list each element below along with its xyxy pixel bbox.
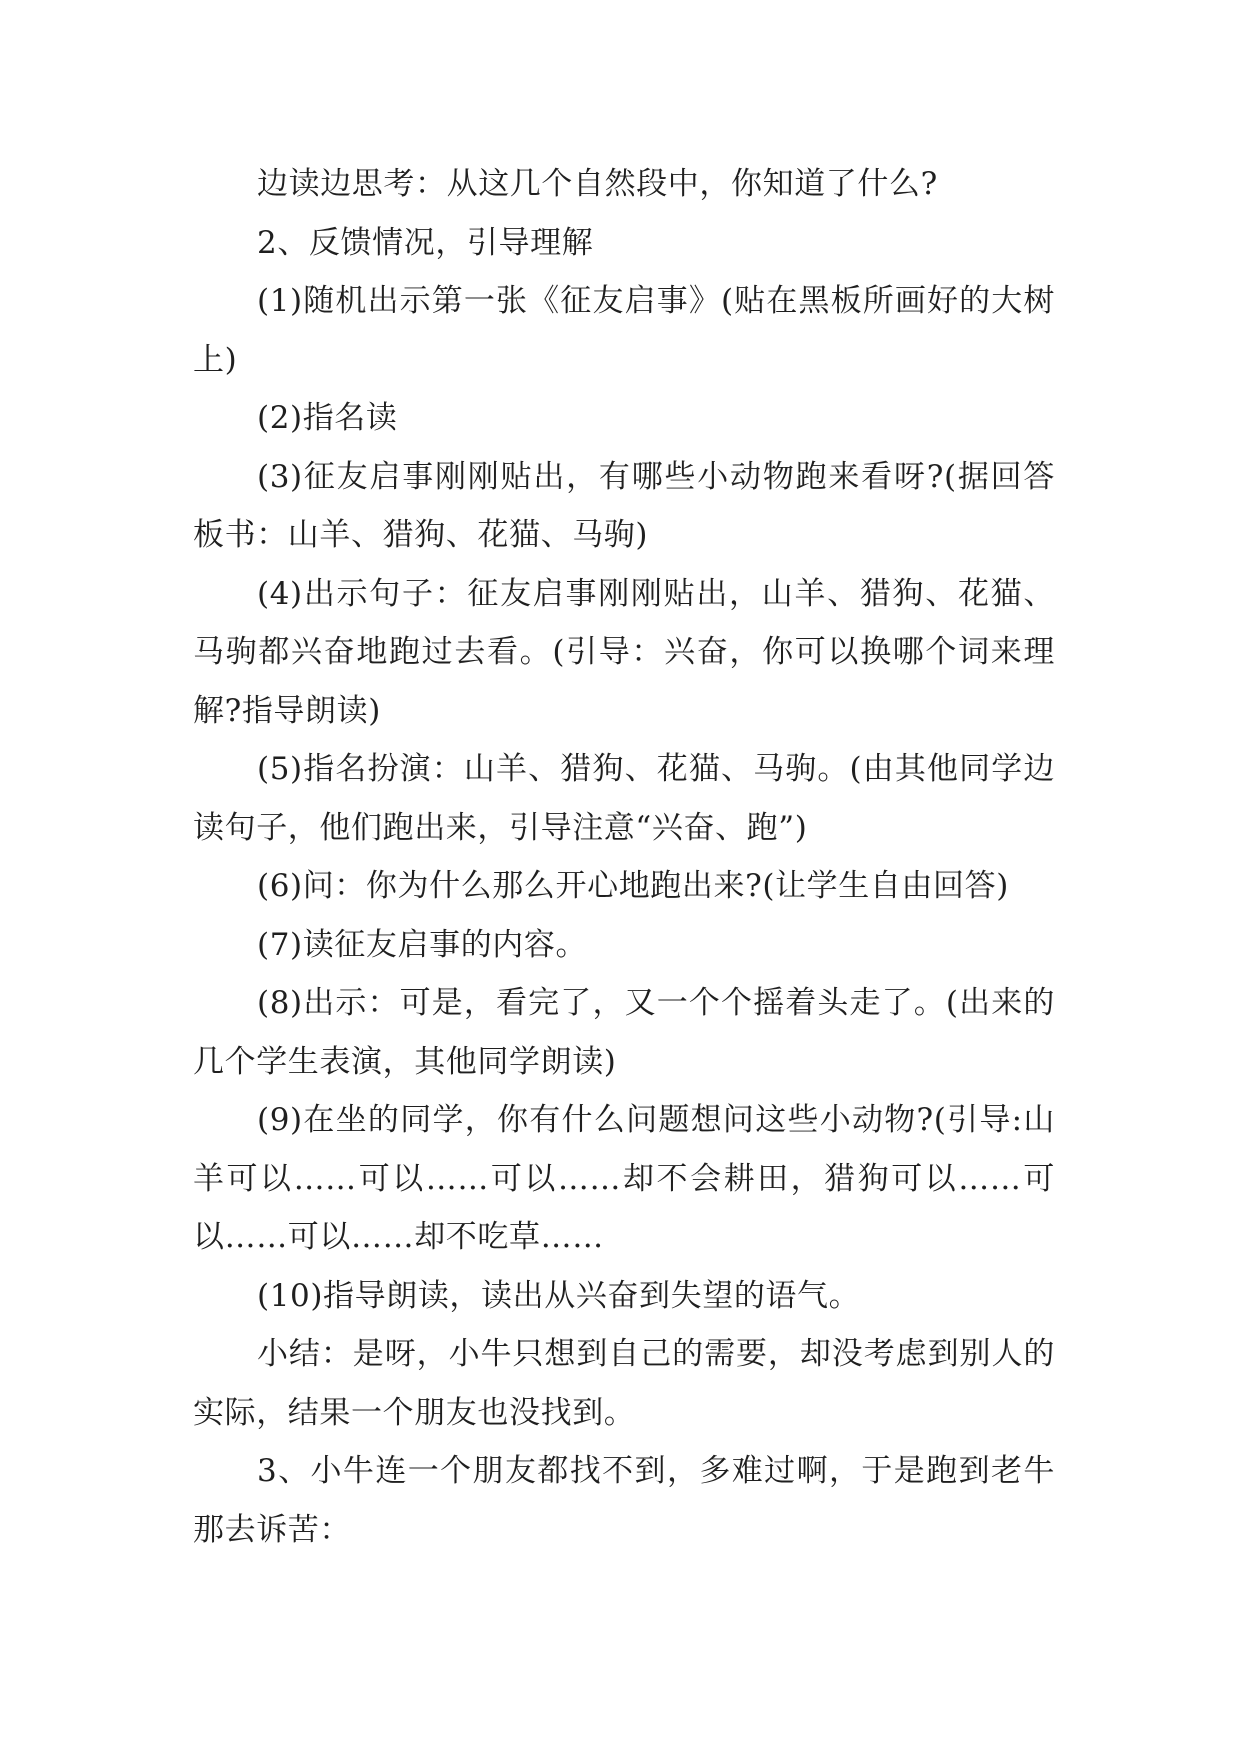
paragraph: 3、小牛连一个朋友都找不到，多难过啊，于是跑到老牛那去诉苦： bbox=[193, 1453, 1055, 1548]
paragraph: (8)出示：可是，看完了，又一个个摇着头走了。(出来的几个学生表演，其他同学朗读) bbox=[193, 985, 1055, 1080]
paragraph: 边读边思考：从这几个自然段中，你知道了什么? bbox=[257, 166, 938, 202]
paragraph: (1)随机出示第一张《征友启事》(贴在黑板所画好的大树上) bbox=[193, 283, 1055, 378]
paragraph: (4)出示句子：征友启事刚刚贴出，山羊、猎狗、花猫、马驹都兴奋地跑过去看。(引导：兴奋，你可以换哪个词来理解?指导朗读) bbox=[193, 575, 1055, 729]
paragraph: 小结：是呀，小牛只想到自己的需要，却没考虑到别人的实际，结果一个朋友也没找到。 bbox=[193, 1336, 1055, 1431]
paragraph: (7)读征友启事的内容。 bbox=[257, 926, 588, 963]
document-body bbox=[193, 155, 1055, 1559]
paragraph: (5)指名扮演：山羊、猎狗、花猫、马驹。(由其他同学边读句子，他们跑出来，引导注意“兴奋、跑”) bbox=[193, 751, 1055, 846]
paragraph: 2、反馈情况，引导理解 bbox=[257, 224, 594, 261]
paragraph: (10)指导朗读，读出从兴奋到失望的语气。 bbox=[257, 1277, 861, 1314]
paragraph: (6)问：你为什么那么开心地跑出来?(让学生自由回答) bbox=[257, 868, 1009, 904]
paragraph: (3)征友启事刚刚贴出，有哪些小动物跑来看呀?(据回答板书：山羊、猎狗、花猫、马驹) bbox=[193, 458, 1055, 553]
paragraph: (2)指名读 bbox=[257, 400, 398, 436]
paragraph: (9)在坐的同学，你有什么问题想问这些小动物?(引导:山羊可以……可以……可以……却不会耕田，猎狗可以……可以……可以……却不吃草…… bbox=[193, 1102, 1055, 1255]
